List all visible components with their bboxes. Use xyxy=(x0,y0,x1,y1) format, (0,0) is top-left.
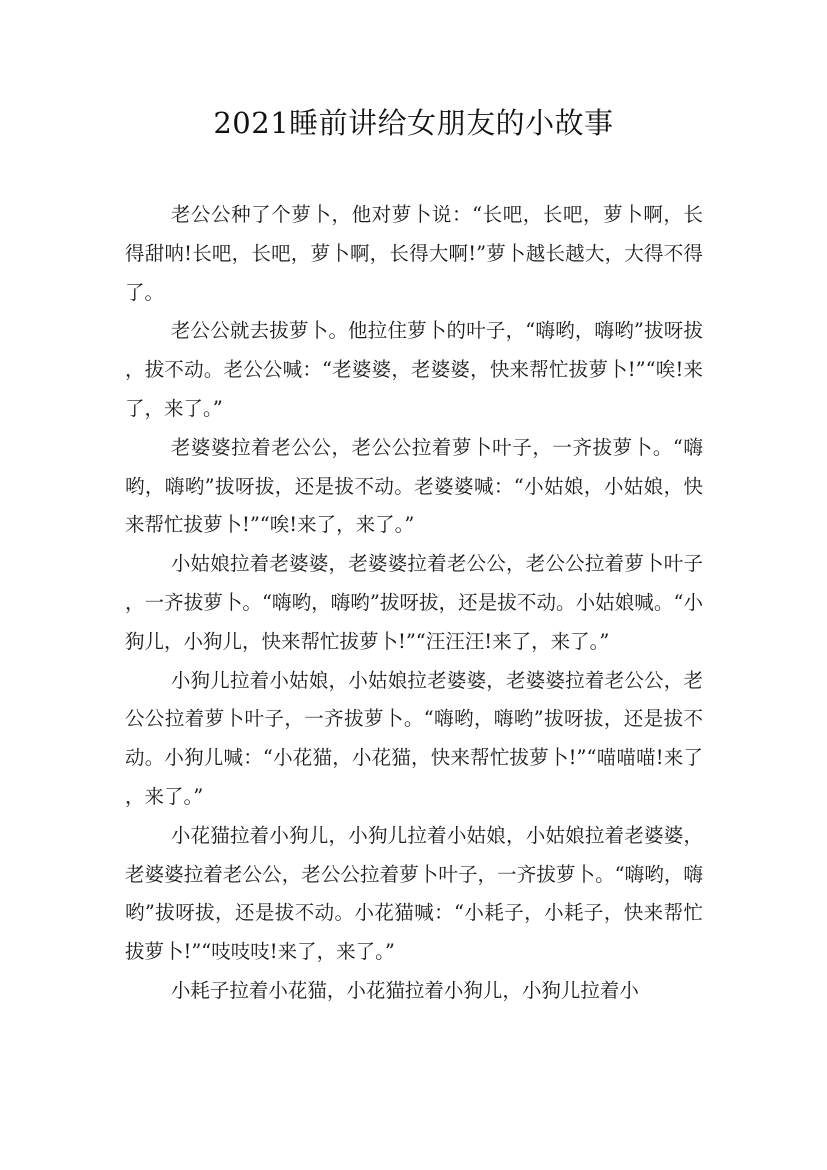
paragraph: 小花猫拉着小狗儿，小狗儿拉着小姑娘，小姑娘拉着老婆婆，老婆婆拉着老公公，老公公拉着萝卜叶子，一齐拔萝卜。“嗨哟，嗨哟”拔呀拔，还是拔不动。小花猫喊：“小耗子，小耗子，快来帮忙拔萝卜!”“吱吱吱!来了，来了。” xyxy=(125,823,703,964)
paragraph: 小耗子拉着小花猫，小花猫拉着小狗儿，小狗儿拉着小 xyxy=(170,978,639,1002)
paragraph: 老婆婆拉着老公公，老公公拉着萝卜叶子，一齐拔萝卜。“嗨哟，嗨哟”拔呀拔，还是拔不动。老婆婆喊：“小姑娘，小姑娘，快来帮忙拔萝卜!”“唉!来了，来了。” xyxy=(125,435,703,537)
paragraph: 老公公种了个萝卜，他对萝卜说：“长吧，长吧，萝卜啊，长得甜呐!长吧，长吧，萝卜啊，长得大啊!”萝卜越长越大，大得不得了。 xyxy=(125,203,703,304)
paragraph: 小狗儿拉着小姑娘，小姑娘拉老婆婆，老婆婆拉着老公公，老公公拉着萝卜叶子，一齐拔萝卜。“嗨哟，嗨哟”拔呀拔，还是拔不动。小狗儿喊：“小花猫，小花猫，快来帮忙拔萝卜!”“喵喵喵!来了，来了。” xyxy=(125,668,703,808)
document-title: 2021睡前讲给女朋友的小故事 xyxy=(213,106,614,140)
paragraph: 小姑娘拉着老婆婆，老婆婆拉着老公公，老公公拉着萝卜叶子，一齐拔萝卜。“嗨哟，嗨哟”拔呀拔，还是拔不动。小姑娘喊。“小狗儿，小狗儿，快来帮忙拔萝卜!”“汪汪汪!来了，来了。” xyxy=(125,552,703,653)
document-body xyxy=(125,196,703,1011)
paragraph: 老公公就去拔萝卜。他拉住萝卜的叶子，“嗨哟，嗨哟”拔呀拔，拔不动。老公公喊：“老婆婆，老婆婆，快来帮忙拔萝卜!”“唉!来了，来了。” xyxy=(125,319,703,420)
